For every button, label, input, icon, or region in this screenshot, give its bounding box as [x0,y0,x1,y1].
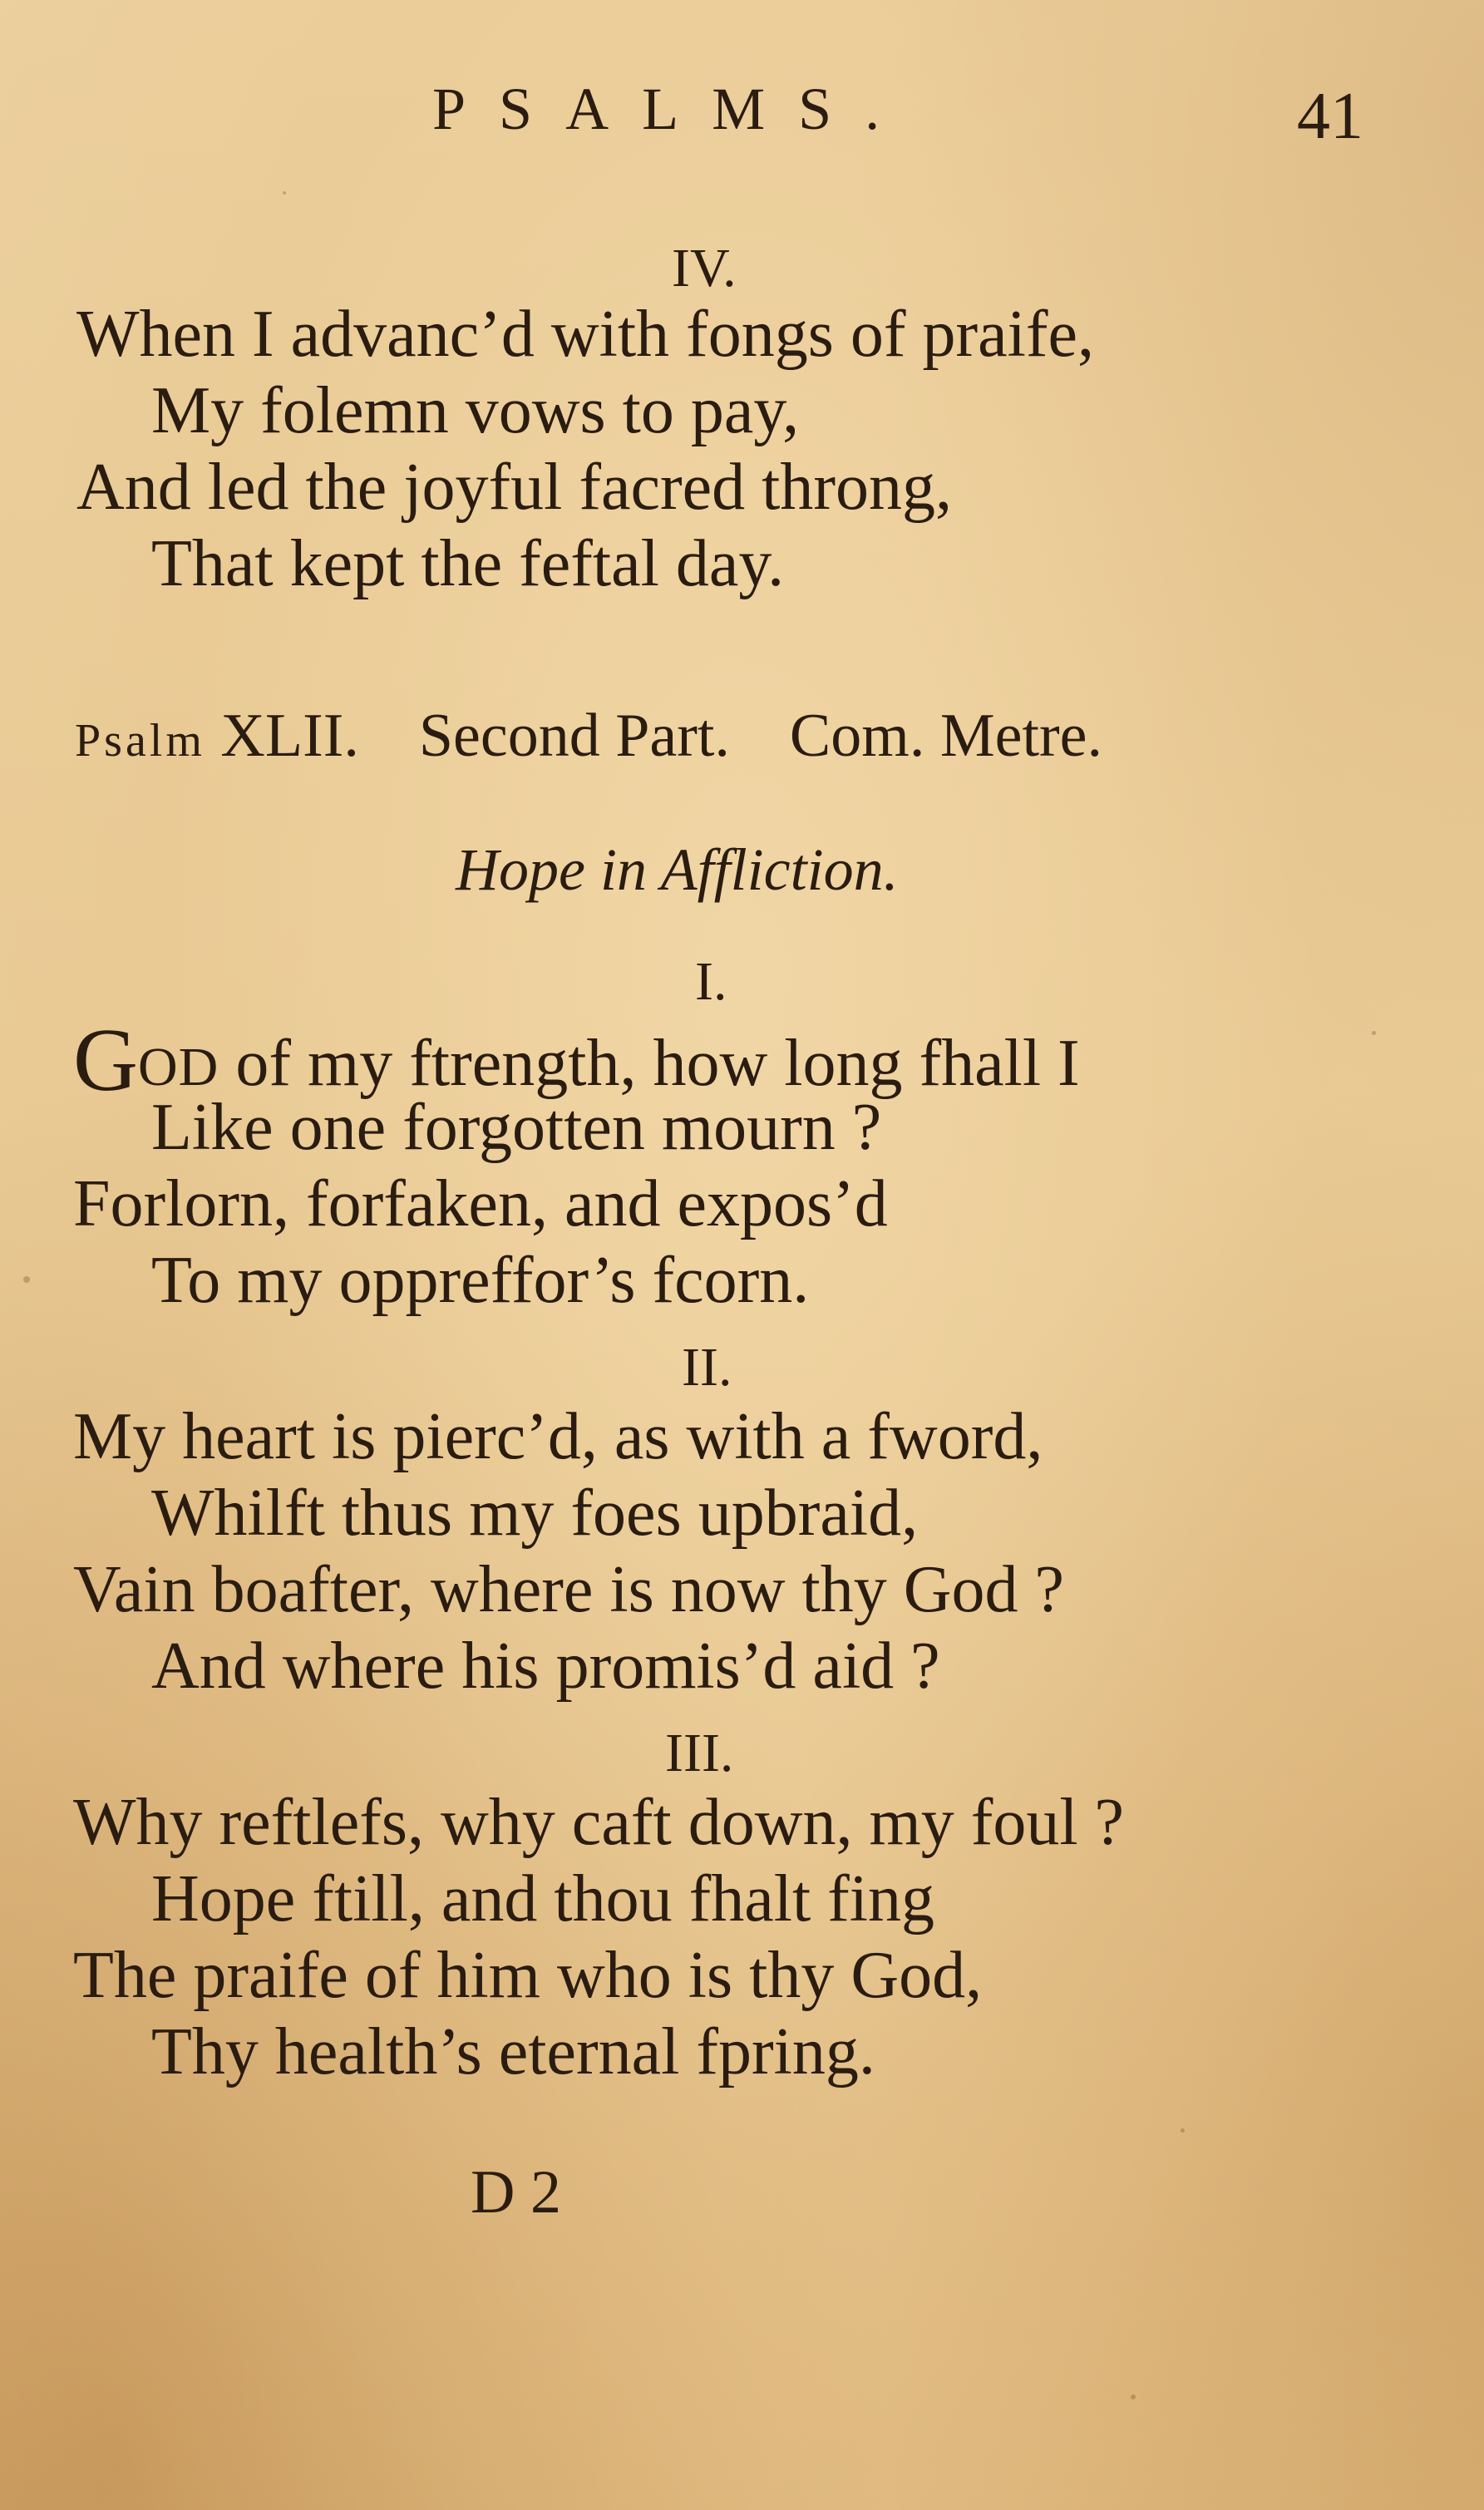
psalm-part: Second Part. [418,702,730,770]
verse-line: The praife of him who is thy God, [73,1939,983,2012]
paper-speck [1131,2394,1136,2399]
verse-line: To my oppreffor’s fcorn. [151,1244,810,1317]
stanza-number-i: I. [695,951,727,1012]
psalm-subtitle: Hope in Affliction. [456,836,899,903]
verse-line: Whilft thus my foes upbraid, [151,1477,919,1550]
page-number: 41 [1297,80,1363,153]
stanza-number-iii: III. [665,1723,734,1783]
signature-mark: D 2 [471,2158,561,2226]
verse-line: That kept the feftal day. [151,527,785,600]
psalm-word: Psalm [75,715,205,767]
stanza-number-ii: II. [682,1337,732,1398]
verse-line: Like one forgotten mourn ? [151,1091,882,1164]
paper-speck [23,1276,30,1283]
verse-line: Hope ftill, and thou fhalt fing [151,1862,935,1936]
paper-speck [1181,2128,1185,2133]
verse-line: Why reftlefs, why caft down, my foul ? [73,1786,1125,1859]
psalm-heading [75,702,1103,770]
paper-speck [283,191,286,195]
psalm-metre: Com. Metre. [789,702,1103,770]
verse-line: Thy health’s eternal fpring. [151,2015,875,2088]
drop-capital: G [73,1011,138,1110]
small-caps-word: OD [138,1037,219,1097]
running-title: PSALMS. [432,76,914,142]
verse-line: My heart is pierc’d, as with a fword, [73,1400,1043,1473]
paper-speck [1372,1031,1376,1035]
verse-line: Vain boafter, where is now thy God ? [73,1553,1065,1626]
verse-line: My folemn vows to pay, [151,374,800,447]
stanza-number-iv: IV. [672,238,737,298]
first-line-text: of my ftrength, how long fhall I [219,1027,1080,1100]
psalm-number: XLII. [220,702,359,770]
verse-line: And led the joyful facred throng, [76,451,953,524]
verse-line: And where his promis’d aid ? [151,1630,940,1703]
verse-line: When I advanc’d with fongs of praife, [76,298,1094,371]
verse-line: Forlorn, forfaken, and expos’d [73,1167,888,1240]
